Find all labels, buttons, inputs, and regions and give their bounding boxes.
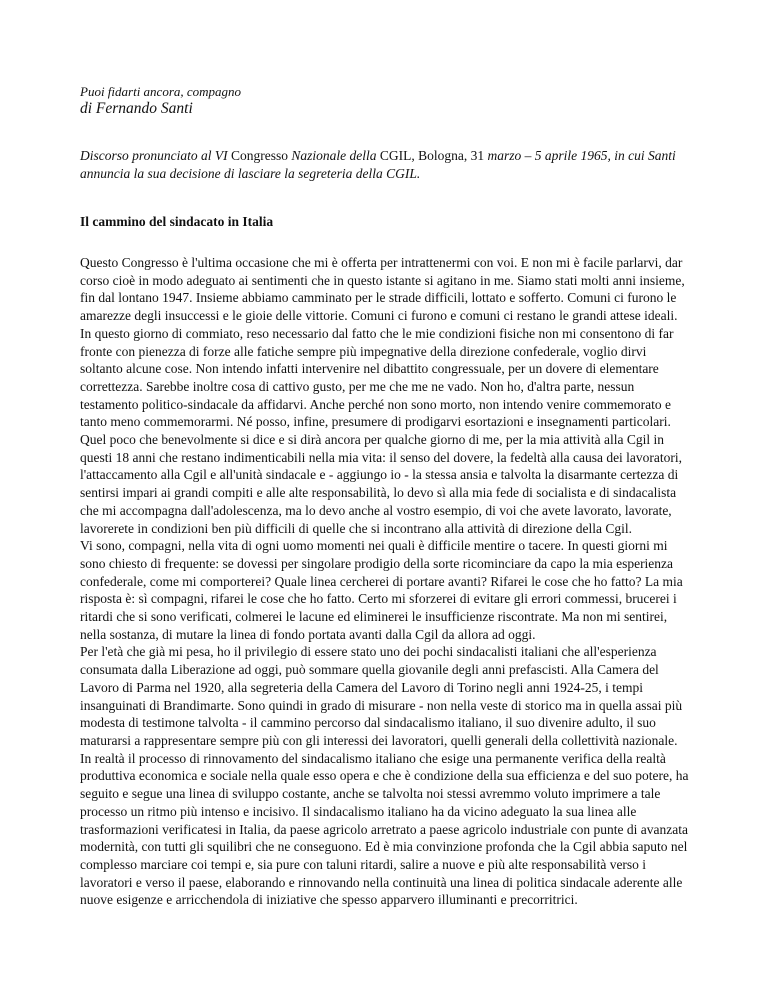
- section-heading: Il cammino del sindacato in Italia: [80, 214, 274, 229]
- document-author: di Fernando Santi: [80, 100, 193, 117]
- subtitle-part-3: Nazionale della: [291, 148, 380, 163]
- document-title: Puoi fidarti ancora, compagno: [80, 84, 242, 99]
- subtitle-part-2: Congresso: [231, 148, 292, 163]
- subtitle-part-1: Discorso pronunciato al VI: [80, 148, 231, 163]
- paragraph: Vi sono, compagni, nella vita di ogni uomo momenti nei quali è difficile mentire o tacere. In questi giorni mi sono chiesto di frequente: se dovessi per singolare prodigio della sorte ricominciare da capo la mia esperienza confederale, come mi comporterei? Quale linea cercherei di portare avanti? Rifarei le cose che ho fatto? La mia risposta è: sì compagni, rifarei le cose che ho fatto. Certo mi sforzerei di evitare gli errori commessi, brucerei i ritardi che si sono verificati, colmerei le lacune ed eliminerei le insufficienze riscontrate. Ma non mi sentirei, nella sostanza, di mutare la linea di fondo portata avanti dalla Cgil da allora ad oggi.: [80, 538, 683, 642]
- subtitle-part-5: marzo – 5 aprile 1965, in cui Santi annuncia la sua decisione di lasciare la segreteria della CGIL.: [80, 148, 676, 181]
- document-subtitle: [80, 147, 692, 183]
- paragraph: Questo Congresso è l'ultima occasione che mi è offerta per intrattenermi con voi. E non mi è facile parlarvi, dar corso cioè in modo adeguato ai sentimenti che in questo istante si agitano in me. Siamo stati molti anni insieme, fin dal lontano 1947. Insieme abbiamo camminato per le strade difficili, lottato e sofferto. Comuni ci furono le amarezze degli insuccessi e le gioie delle vittorie. Comuni ci furono e comuni ci restano le grandi attese ideali. In questo giorno di commiato, reso necessario dal fatto che le mie condizioni fisiche non mi consentono di far fronte con pienezza di forze alle fatiche sempre più impegnative della direzione confederale, voglio dirvi soltanto alcune cose. Non intendo infatti intervenire nel dibattito congressuale, per un dovere di elementare correttezza. Sarebbe inoltre cosa di cattivo gusto, per me che me ne vado. Non ho, d'altra parte, nessun testamento politico-sindacale da affidarvi. Anche perché non sono morto, non intendo venire commemorato e tanto meno commemorarmi. Né posso, infine, presumere di prodigarvi esortazioni e insegnamenti particolari. Quel poco che benevolmente si dice e si dirà ancora per qualche giorno di me, per la mia attività alla Cgil in questi 18 anni che restano indimenticabili nella mia vita: il senso del dovere, la fedeltà alla causa dei lavoratori, l'attaccamento alla Cgil e all'unità sindacale e - aggiungo io - la stessa ansia e talvolta la disarmante certezza di sentirsi impari ai grandi compiti e alle alte responsabilità, lo devo sì alla mia fede di socialista e di sindacalista che mi accompagna dall'adolescenza, ma lo devo anche al vostro esempio, di voi che avete lavorato, lavorate, lavorerete in condizioni ben più difficili di quelle che si incontrano alla attività di direzione della Cgil.: [80, 255, 685, 536]
- paragraph: Per l'età che già mi pesa, ho il privilegio di essere stato uno dei pochi sindacalisti italiani che all'esperienza consumata dalla Liberazione ad oggi, può sommare quella giovanile degli anni prefascisti. Alla Camera del Lavoro di Parma nel 1920, alla segreteria della Camera del Lavoro di Torino negli anni 1924-25, i tempi insanguinati di Brandimarte. Sono quindi in grado di misurare - non nella veste di storico ma in quella assai più modesta di testimone talvolta - il cammino percorso dal sindacalismo italiano, il suo divenire adulto, il suo maturarsi a rappresentare sempre più con gli interessi dei lavoratori, quelli generali della collettività nazionale.: [80, 644, 683, 748]
- subtitle-part-4: CGIL, Bologna, 31: [379, 148, 488, 163]
- section-body: [80, 254, 692, 909]
- paragraph: In realtà il processo di rinnovamento del sindacalismo italiano che esige una permanente verifica della realtà produttiva economica e sociale nella quale esso opera e che è condizione della sua efficienza e del suo potere, ha seguito e segue una linea di sviluppo costante, anche se talvolta noi stessi avremmo voluto imprimere a tale processo un ritmo più intenso e incisivo. Il sindacalismo italiano ha da vicino adeguato la sua linea alle trasformazioni verificatesi in Italia, da paese agricolo arretrato a paese agricolo industriale con punte di avanzata modernità, con tutti gli squilibri che ne conseguono. Ed è mia convinzione profonda che la Cgil abbia saputo nel complesso marciare coi tempi e, sia pure con taluni ritardi, salire a nuove e più alte responsabilità verso i lavoratori e verso il paese, elaborando e rinnovando nella continuità una linea di politica sindacale aderente alle nuove esigenze e arricchendola di iniziative che spesso apparvero illuminanti e precorritrici.: [80, 750, 689, 908]
- document-page: [80, 84, 692, 909]
